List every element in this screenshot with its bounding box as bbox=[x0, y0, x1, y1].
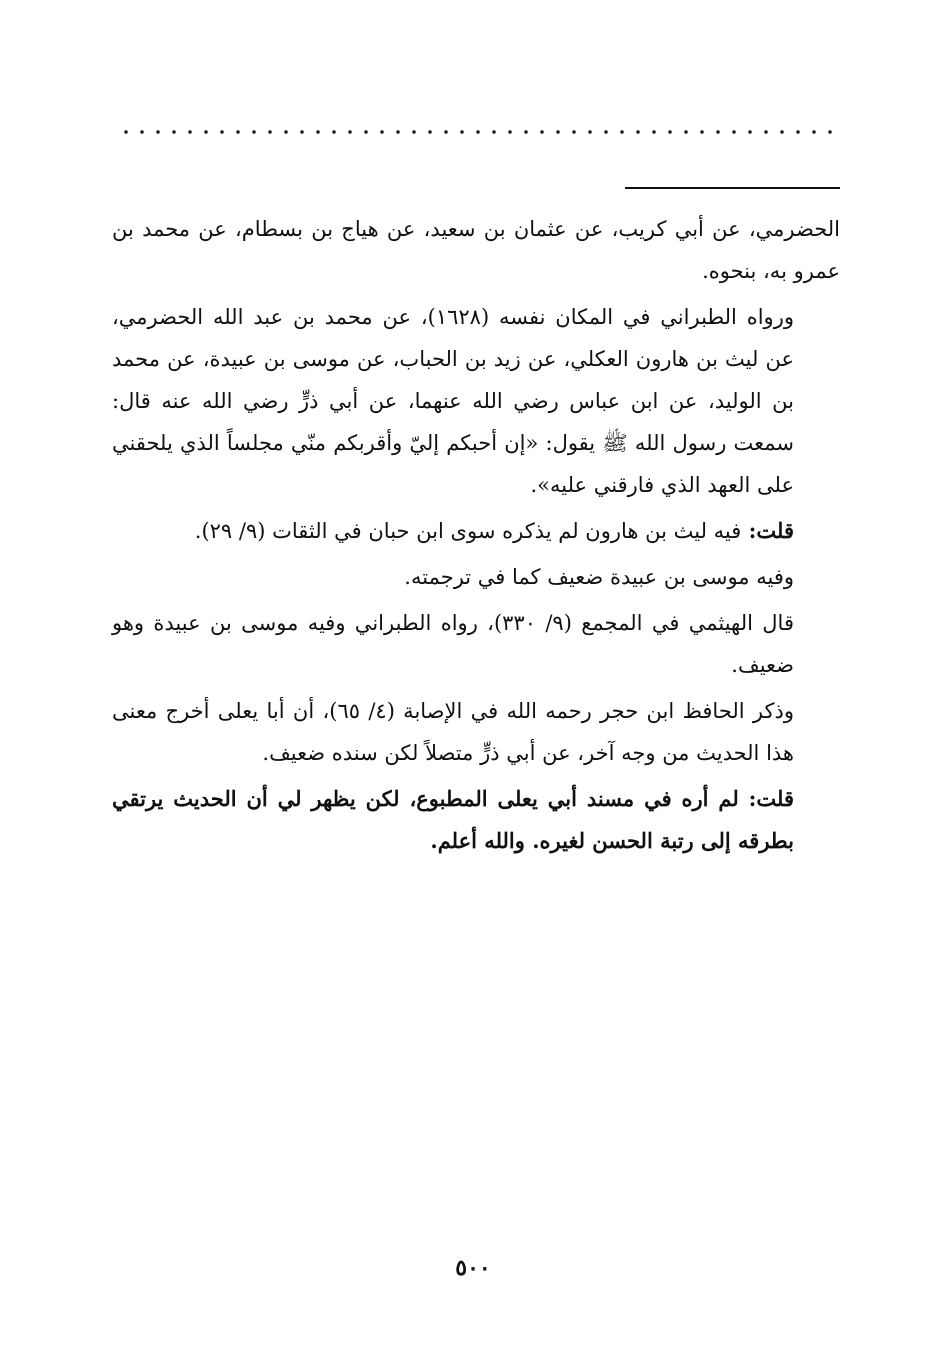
paragraph-7 bbox=[112, 778, 840, 862]
paragraph-2 bbox=[112, 296, 840, 506]
paragraph-6-text: وذكر الحافظ ابن حجر رحمه الله في الإصابة (٤/ ٦٥)، أن أبا يعلى أخرج معنى هذا الحديث من وجه آخر، عن أبي ذرٍّ متصلاً لكن سنده ضعيف. bbox=[112, 699, 794, 765]
paragraph-2-text: ورواه الطبراني في المكان نفسه (١٦٢٨)، عن محمد بن عبد الله الحضرمي، عن ليث بن هارون العكلي، عن زيد بن الحباب، عن موسى بن عبيدة، عن محمد بن الوليد، عن ابن عباس رضي الله عنهما، عن أبي ذرٍّ رضي الله عنه قال: سمعت رسول الله ﷺ يقول: «إن أحبكم إليّ وأقربكم منّي مجلساً الذي يلحقني على العهد الذي فارقني عليه». bbox=[112, 305, 794, 497]
paragraph-3-lead: قلت: bbox=[741, 518, 794, 543]
paragraph-5-text: قال الهيثمي في المجمع (٩/ ٣٣٠)، رواه الطبراني وفيه موسى بن عبيدة وهو ضعيف. bbox=[112, 611, 794, 677]
footnote-rule bbox=[625, 187, 840, 189]
paragraph-6 bbox=[112, 690, 840, 774]
paragraph-7-text: لم أره في مسند أبي يعلى المطبوع، لكن يظهر لي أن الحديث يرتقي بطرقه إلى رتبة الحسن لغيره. والله أعلم. bbox=[112, 786, 794, 853]
paragraph-3-text: فيه ليث بن هارون لم يذكره سوى ابن حبان في الثقات (٩/ ٢٩). bbox=[194, 519, 742, 543]
paragraph-1 bbox=[112, 208, 840, 292]
paragraph-4 bbox=[112, 556, 840, 598]
paragraph-1-text: الحضرمي، عن أبي كريب، عن عثمان بن سعيد، عن هياج بن بسطام، عن محمد بن عمرو به، بنحوه. bbox=[112, 217, 840, 283]
paragraph-3 bbox=[112, 510, 840, 552]
page-number: ٥٠٠ bbox=[455, 1255, 491, 1281]
dotted-separator bbox=[118, 128, 838, 136]
paragraph-5 bbox=[112, 602, 840, 686]
paragraph-7-lead: قلت: bbox=[738, 786, 794, 811]
paragraph-4-text: وفيه موسى بن عبيدة ضعيف كما في ترجمته. bbox=[404, 565, 794, 589]
footnote-text bbox=[112, 208, 840, 866]
